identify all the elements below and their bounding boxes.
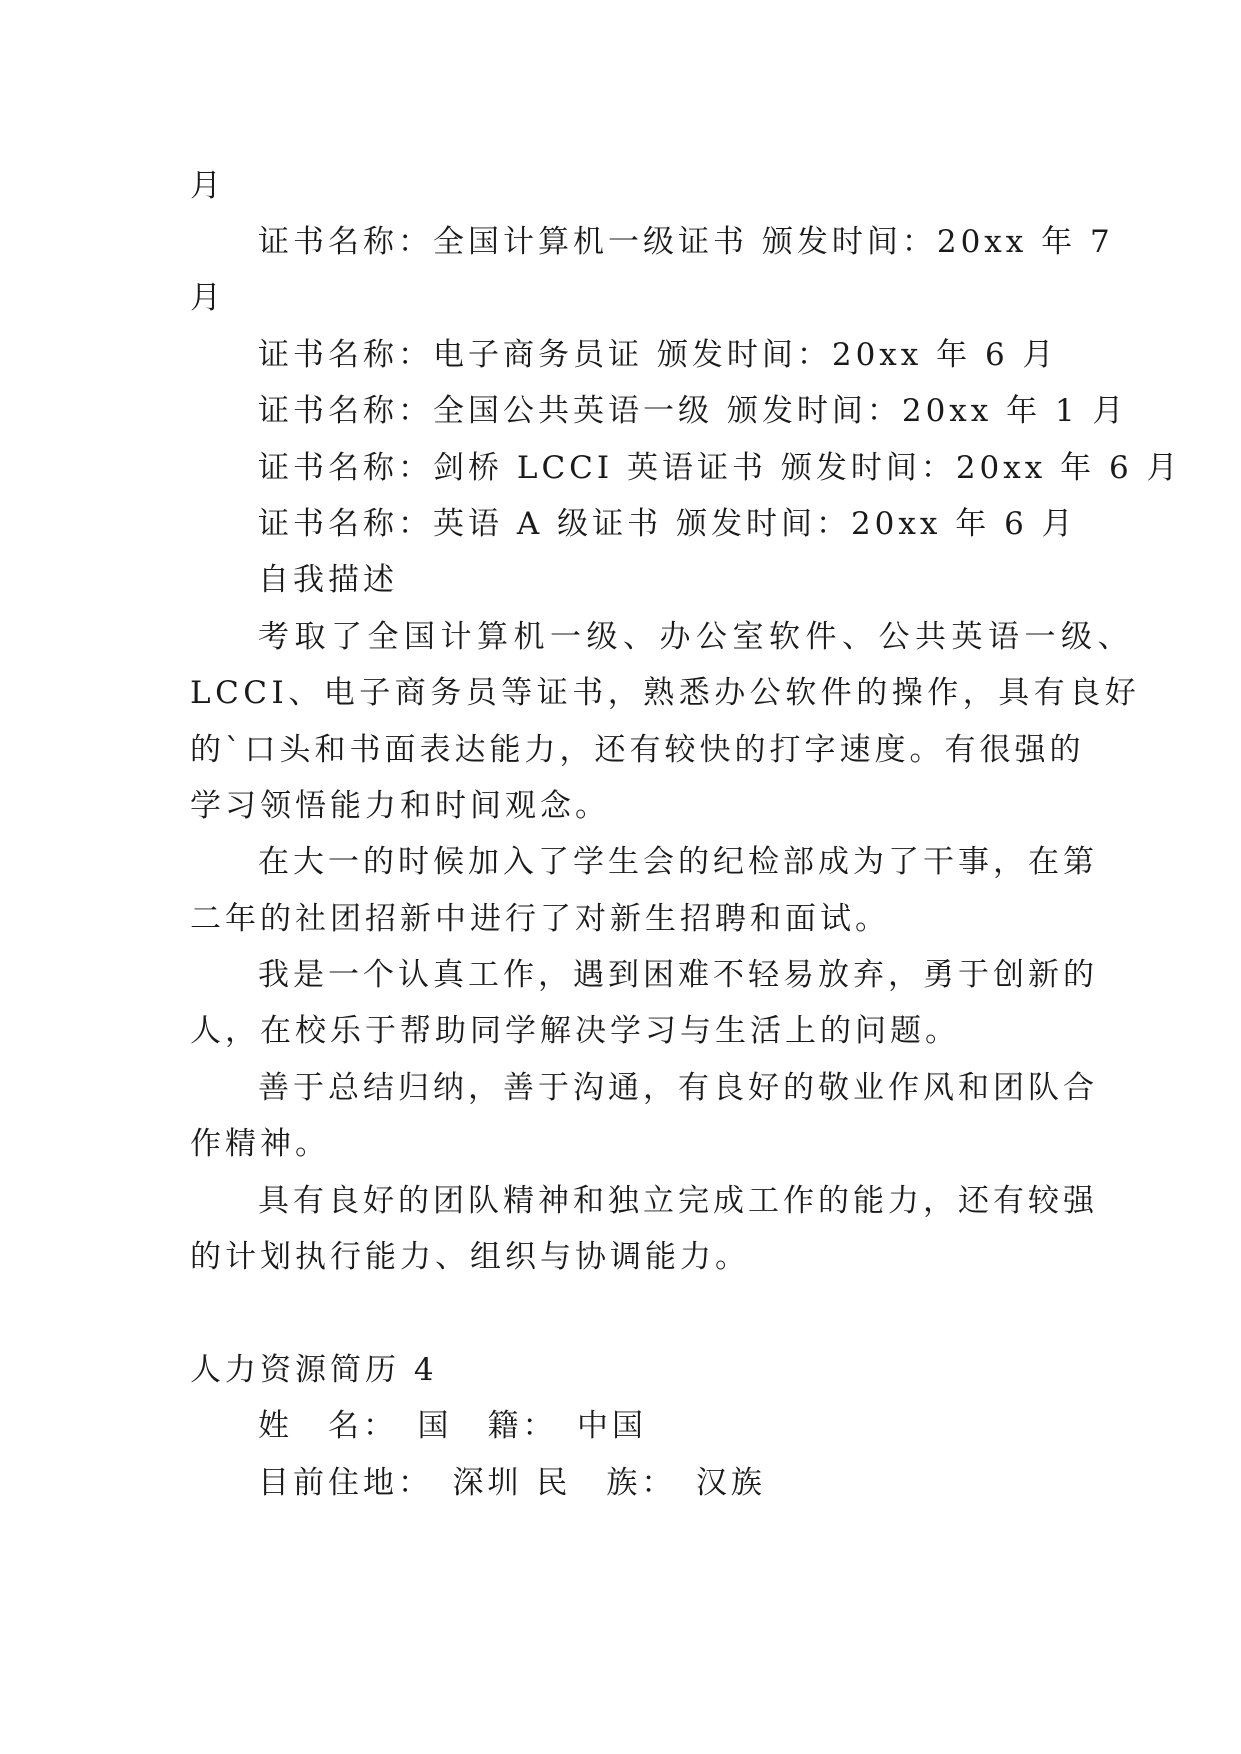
resume-name-nationality: 姓 名： 国 籍： 中国 (258, 1408, 647, 1444)
paragraph-line: 人，在校乐于帮助同学解决学习与生活上的问题。 (190, 1013, 960, 1049)
paragraph-line: LCCI、电子商务员等证书，熟悉办公软件的操作，具有良好 (190, 675, 1141, 711)
text-line-month-continued: 月 (190, 168, 225, 204)
certificate-lcci: 证书名称：剑桥 LCCI 英语证书 颁发时间：20xx 年 6 月 (258, 450, 1182, 486)
paragraph-line: 学习领悟能力和时间观念。 (190, 788, 610, 824)
certificate-public-english: 证书名称：全国公共英语一级 颁发时间：20xx 年 1 月 (258, 393, 1128, 429)
resume-title: 人力资源简历 4 (190, 1352, 438, 1388)
paragraph-line: 的`口头和书面表达能力，还有较快的打字速度。有很强的 (190, 732, 1085, 768)
paragraph-line: 我是一个认真工作，遇到困难不轻易放弃，勇于创新的 (258, 957, 1098, 993)
paragraph-line: 考取了全国计算机一级、办公室软件、公共英语一级、 (258, 619, 1134, 655)
resume-residence-ethnicity: 目前住地： 深圳 民 族： 汉族 (258, 1465, 766, 1501)
paragraph-line: 二年的社团招新中进行了对新生招聘和面试。 (190, 901, 890, 937)
paragraph-line: 具有良好的团队精神和独立完成工作的能力，还有较强 (258, 1183, 1098, 1219)
text-line-month-continued: 月 (190, 280, 225, 316)
section-heading-self-description: 自我描述 (258, 562, 398, 598)
paragraph-line: 善于总结归纳，善于沟通，有良好的敬业作风和团队合 (258, 1070, 1098, 1106)
paragraph-line: 的计划执行能力、组织与协调能力。 (190, 1239, 750, 1275)
paragraph-line: 在大一的时候加入了学生会的纪检部成为了干事，在第 (258, 844, 1098, 880)
certificate-english-a: 证书名称：英语 A 级证书 颁发时间：20xx 年 6 月 (258, 506, 1077, 542)
certificate-computer-level1: 证书名称：全国计算机一级证书 颁发时间：20xx 年 7 (258, 224, 1114, 260)
paragraph-line: 作精神。 (190, 1126, 330, 1162)
certificate-ecommerce: 证书名称：电子商务员证 颁发时间：20xx 年 6 月 (258, 337, 1058, 373)
